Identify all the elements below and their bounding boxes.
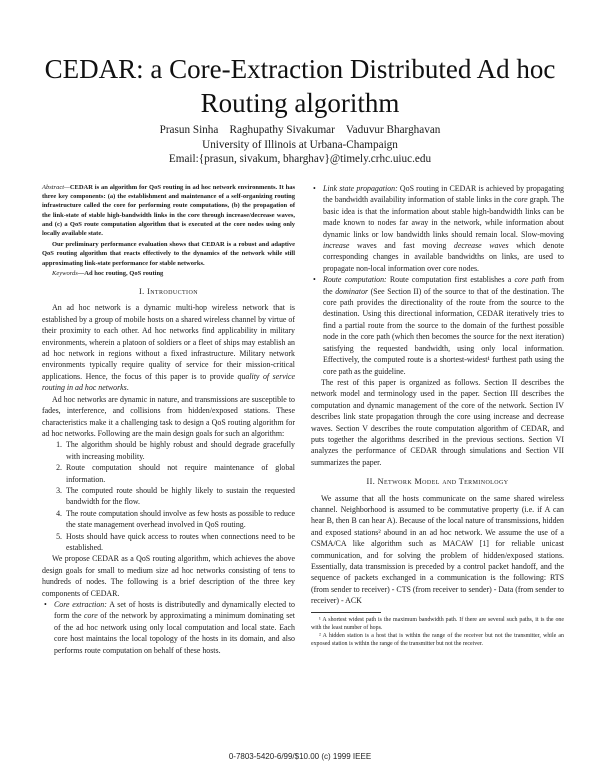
bullet-core-extraction: • Core extraction: A set of hosts is distributedly and dynamically elected to form the core of the network by approximating a minimum dominating set of the ad hoc network using only local computation and local state. Each core host maintains the local topology of the hosts in its domain, and also performs route computation on behalf of these hosts. [44, 600, 295, 655]
design-goal-5: 5. Hosts should have quick access to routes when connections need to be established. [64, 531, 295, 554]
keywords [42, 269, 295, 278]
affiliation: University of Illinois at Urbana-Champaign [202, 138, 398, 151]
design-goals-list [42, 439, 295, 553]
paper-title [40, 52, 560, 120]
design-goal-1: 1. The algorithm should be highly robust and should degrade gracefully with increasing mobility. [64, 439, 295, 462]
author-names: Prasun Sinha Raghupathy Sivakumar Vaduvur Bharghavan [159, 124, 441, 136]
components-list-right [311, 183, 564, 377]
abstract-paragraph-2: Our preliminary performance evaluation shows that CEDAR is a robust and adaptive QoS routing algorithm that reacts effectively to the dynamics of the network while still approximating link-state performance for stable networks. [42, 241, 295, 267]
abstract-lead: Abstract— [42, 184, 70, 191]
right-column [311, 183, 564, 648]
left-column [42, 183, 295, 656]
design-goal-2: 2. Route computation should not require maintenance of global information. [64, 462, 295, 485]
bullet-dot-icon: • [313, 184, 316, 193]
bullet-dot-icon: • [313, 275, 316, 285]
page-footer: 0-7803-5420-6/99/$10.00 (c) 1999 IEEE [228, 752, 372, 761]
author-email: Email:{prasun, sivakum, bharghav}@timely.crhc.uiuc.edu [168, 153, 432, 165]
design-goal-4: 4. The route computation should involve as few hosts as possible to reduce the state management overhead involved in QoS routing. [64, 508, 295, 531]
keywords-lead: Keywords [52, 269, 78, 277]
components-list-left [42, 599, 295, 656]
footnote-divider [311, 612, 381, 613]
bullet-link-state: • Link state propagation: QoS routing in CEDAR is achieved by propagating the bandwidth availability information of stable links in the core graph. The basic idea is that the information about stable high-bandwidth links can be made known to nodes far away in the network, while information about dynamic links or low bandwidth links should remain local. Slow-moving increase waves and fast moving decrease waves which denote corresponding changes in available bandwidths on links, are used to propagate non-local information over core nodes. [313, 184, 564, 273]
footnote-1: ¹ A shortest widest path is the maximum bandwidth path. If there are several such paths, it is the one with the least number of hops. [311, 616, 564, 631]
abstract-paragraph-1: CEDAR is an algorithm for QoS routing in ad hoc network environments. It has three key components: (a) the establishment and maintenance of a self-organizing routing infrastructure called the core for performing route computations, (b) the propagation of the link-state of stable high-bandwidth links in the core through increase/decrease waves, and (c) a QoS route computation algorithm that is executed at the core nodes using only locally available state. [42, 184, 295, 238]
title-line-1: CEDAR: a Core-Extraction Distributed Ad hoc [44, 54, 556, 84]
intro-paragraph-1: An ad hoc network is a dynamic multi-hop wireless network that is established by a group of mobile hosts on a shared wireless channel by virtue of their proximity to each other. Ad hoc networks find applicability in military environments, wherein a platoon of soldiers or a fleet of ships may establish an ad hoc network in regions without a fixed infrastructure. Military network environments typically require quality of service for their mission-critical applications. Hence, the focus of this paper is to provide quality of service routing in ad hoc networks. [42, 303, 296, 393]
intro-paragraph-3: We propose CEDAR as a QoS routing algorithm, which achieves the above design goals for small to medium size ad hoc networks consisting of tens to hundreds of nodes. The following is a brief description of the three key components of CEDAR. [42, 554, 295, 598]
intro-paragraph-2: Ad hoc networks are dynamic in nature, and transmissions are susceptible to fades, interference, and collisions from hidden/exposed stations. These characteristics make it a challenging task to design a QoS routing algorithm for ad hoc networks. Following are the main design goals for such an algorithm: [42, 394, 295, 438]
intro-emphasis: quality of service routing in ad hoc networks [42, 371, 296, 393]
section-heading-introduction: I. Introduction [139, 287, 198, 297]
bullet-route-computation: • Route computation: Route computation first establishes a core path from the dominator (See Section II) of the source to that of the destination. The core path provides the directionality of the route from the source to the destination. Using this directional information, CEDAR iteratively tries to find a partial route from the source to the domain of the furthest possible node in the core path (which then becomes the source for the next iteration) satisfying the requested bandwidth, using only local information. Effectively, the computed route is a shortest-widest¹ furthest path using the core path as the guideline. [313, 275, 564, 376]
bullet-dot-icon: • [44, 600, 47, 609]
network-model-paragraph: We assume that all the hosts communicate on the same shared wireless channel. Neighborhood is assumed to be commutative property (i.e. if A can hear B, then B can hear A). Because of the local nature of transmissions, hidden and exposed stations² abound in an ad hoc network. We assume the use of a CSMA/CA like algorithm such as MACAW [1] for reliable unicast communication, and for solving the problem of hidden/exposed stations. Essentially, data transmission is preceded by a control packet handoff, and the sequence of packets exchanged in a communication is the following: RTS (from sender to receiver) - CTS (from receiver to sender) - Data (from sender to receiver) - ACK [311, 493, 564, 606]
author-block [100, 123, 500, 167]
section-heading-network-model: II. Network Model and Terminology [366, 477, 509, 487]
organization-paragraph: The rest of this paper is organized as follows. Section II describes the network model and terminology used in the paper. Section III describes the computation and dynamic management of the core of the network. Section IV describes link state propagation through the core using increase and decrease waves. Section V describes the route computation algorithm of CEDAR, and puts together the algorithms described in the previous sections. Section VI analyzes the performance of CEDAR through simulations and Section VII summarizes the paper. [311, 377, 564, 467]
design-goal-3: 3. The computed route should be highly likely to sustain the requested bandwidth for the flow. [64, 485, 295, 508]
title-line-2: Routing algorithm [200, 88, 400, 118]
abstract [42, 183, 295, 268]
footnote-2: ² A hidden station is a host that is within the range of the receiver but not the transmitter, while an exposed station is within the range of the transmitter but not the receiver. [311, 632, 564, 647]
keywords-text: —Ad hoc routing, QoS routing [77, 269, 164, 277]
